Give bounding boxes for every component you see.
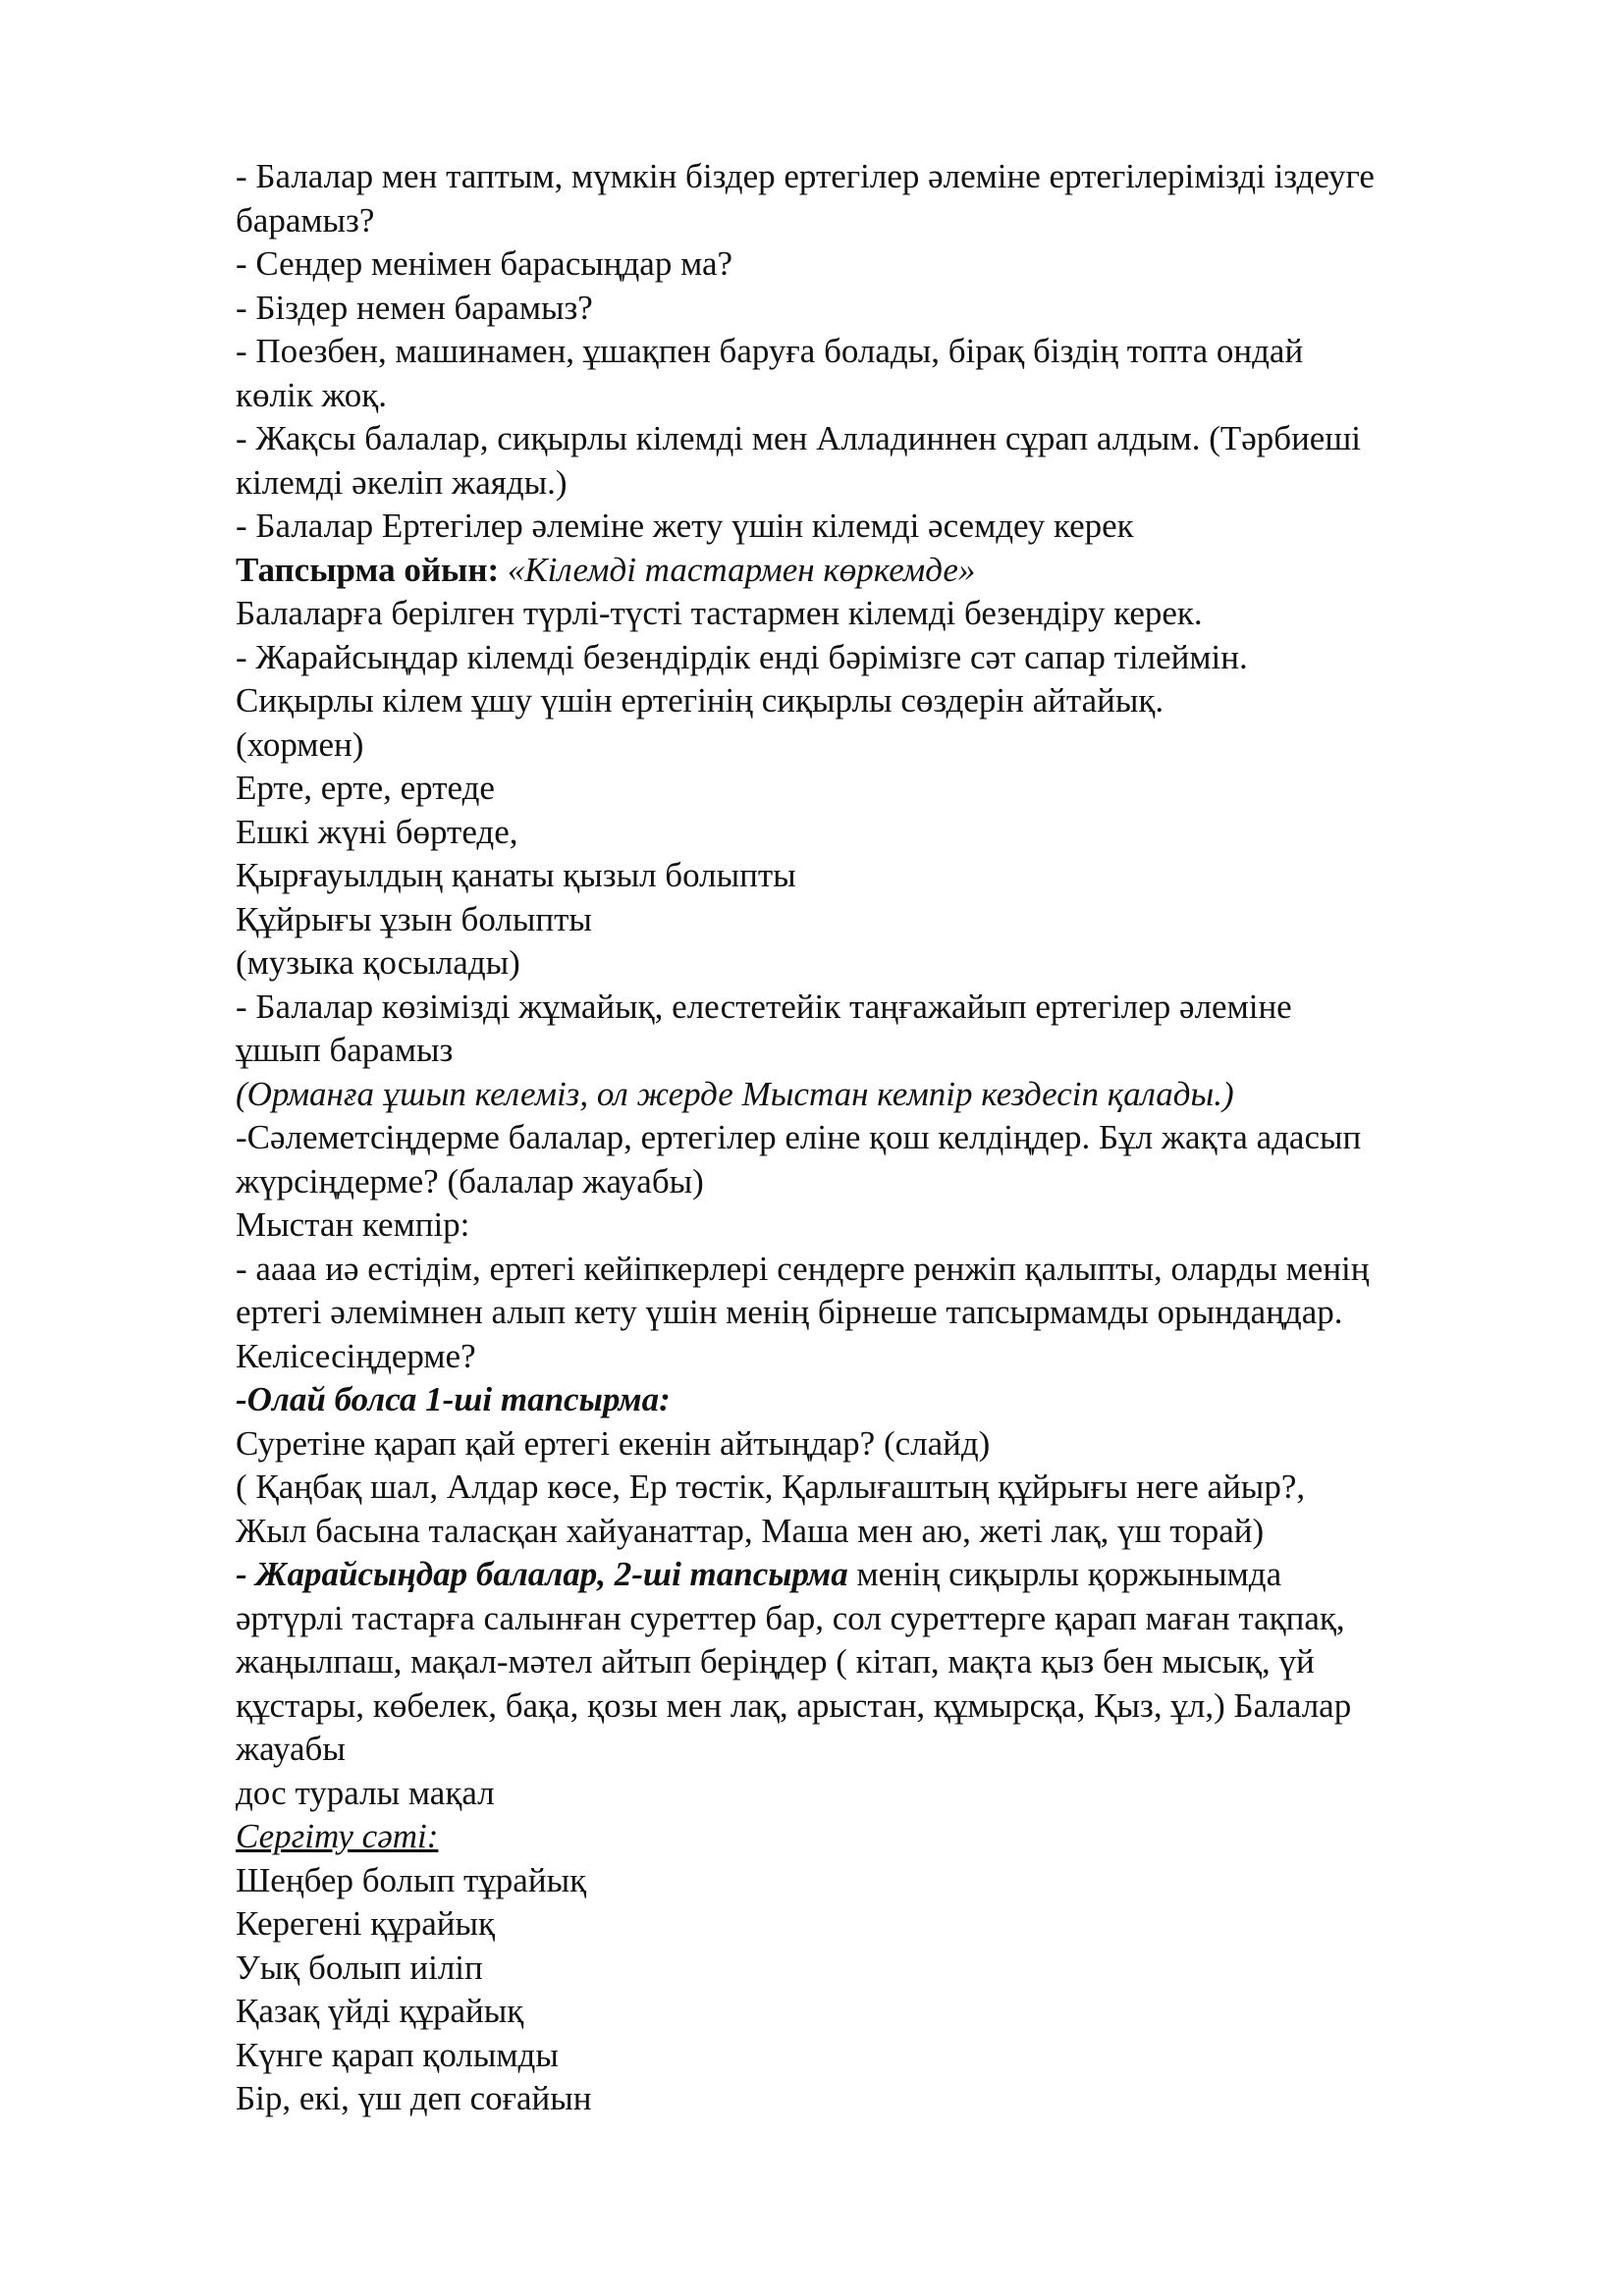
poem-line: Шеңбер болып тұрайық (236, 1860, 587, 1899)
text-line: жүрсіңдерме? (балалар жауабы) (236, 1161, 704, 1201)
text-line: - Жарайсыңдар кілемді безендірдік енді бәрімізге сәт сапар тілеймін. (236, 637, 1248, 676)
task-game-title: «Кілемді тастармен көркемде» (507, 550, 976, 589)
text-line: ұшып барамыз (236, 1031, 454, 1069)
text-line: - Поезбен, машинамен, ұшақпен баруға болады, бірақ біздің топта ондай (236, 332, 1304, 370)
task1-heading: -Олай болса 1-ші тапсырма: (236, 1380, 671, 1418)
text-line: - Сендер менімен барасыңдар ма? (236, 244, 733, 283)
document-page (236, 155, 1532, 2121)
text-line: көлік жоқ. (236, 375, 388, 414)
task-game-label: Тапсырма ойын: (236, 550, 500, 589)
text-line: жауабы (236, 1730, 346, 1768)
text-line: жаңылпаш, мақал-мәтел айтып беріңдер ( кітап, мақта қыз бен мысық, үй (236, 1642, 1315, 1681)
poem-line: Күнге қарап қолымды (236, 2035, 559, 2074)
text-line: Суретіне қарап қай ертегі екенін айтыңдар? (слайд) (236, 1423, 991, 1463)
text-line: - Балалар Ертегілер әлеміне жету үшін кілемді әсемдеу керек (236, 507, 1134, 545)
task2-heading: - Жарайсыңдар балалар, 2-ші тапсырма (236, 1555, 848, 1593)
text-line: - Балалар көзімізді жұмайық, елестетейік таңғажайып ертегілер әлеміне (236, 987, 1292, 1026)
text-line: Сиқырлы кілем ұшу үшін ертегінің сиқырлы сөздерін айтайық. (236, 681, 1164, 720)
italic-note: (Орманға ұшып келеміз, ол жерде Мыстан кемпір кездесіп қалады.) (236, 1074, 1234, 1113)
task2-text: менің сиқырлы қоржынымда (847, 1555, 1282, 1593)
text-line: Балаларға берілген түрлі-түсті тастармен кілемді безендіру керек. (236, 594, 1203, 632)
text-line: ( Қаңбақ шал, Алдар көсе, Ер төстік, Қарлығаштың құйрығы неге айыр?, (236, 1468, 1306, 1506)
speaker-label: Мыстан кемпір: (236, 1205, 470, 1244)
text-line: - аааа иә естідім, ертегі кейіпкерлері сендерге ренжіп қалыпты, оларды менің (236, 1249, 1370, 1288)
task2-line (236, 1553, 1532, 1597)
text-line: Жыл басына таласқан хайуанаттар, Маша мен аю, жеті лақ, үш торай) (236, 1511, 1265, 1550)
poem-line: Ешкі жүні бөртеде, (236, 812, 518, 851)
text-line: - Біздер немен барамыз? (236, 288, 593, 327)
poem-line: Бір, екі, үш деп соғайын (236, 2079, 592, 2117)
text-line: кілемді әкеліп жаяды.) (236, 462, 568, 502)
text-line: барамыз? (236, 200, 375, 240)
poem-line: Уық болып иіліп (236, 1948, 483, 1987)
text-line: Келісесіңдерме? (236, 1336, 476, 1375)
text-line: дос туралы мақал (236, 1773, 495, 1812)
text-line: ертегі әлемімнен алып кету үшін менің бірнеше тапсырмамды орындаңдар. (236, 1293, 1343, 1331)
text-line: -Сәлеметсіңдерме балалар, ертегілер еліне қош келдіңдер. Бұл жақта адасып (236, 1118, 1362, 1156)
text-line: - Жақсы балалар, сиқырлы кілемді мен Алладиннен сұрап алдым. (Тәрбиеші (236, 419, 1362, 457)
poem-line: Керегені құрайық (236, 1904, 496, 1943)
text-line: құстары, көбелек, бақа, қозы мен лақ, арыстан, құмырсқа, Қыз, ұл,) Балалар (236, 1685, 1352, 1725)
text-line: (музыка қосылады) (236, 943, 520, 982)
task-game-line (236, 549, 1532, 593)
poem-line: Қырғауылдың қанаты қызыл болыпты (236, 856, 796, 894)
poem-line: Қазақ үйді құрайық (236, 1992, 524, 2030)
text-line: әртүрлі тастарға салынған суреттер бар, сол суреттерге қарап маған тақпақ, (236, 1598, 1345, 1637)
text-line: (хормен) (236, 724, 364, 764)
warmup-heading: Сергіту сәті: (236, 1817, 439, 1855)
text-line: - Балалар мен таптым, мүмкін біздер ертегілер әлеміне ертегілерімізді іздеуге (236, 157, 1375, 195)
poem-line: Ерте, ерте, ертеде (236, 769, 495, 807)
poem-line: Құйрығы ұзын болыпты (236, 899, 592, 938)
